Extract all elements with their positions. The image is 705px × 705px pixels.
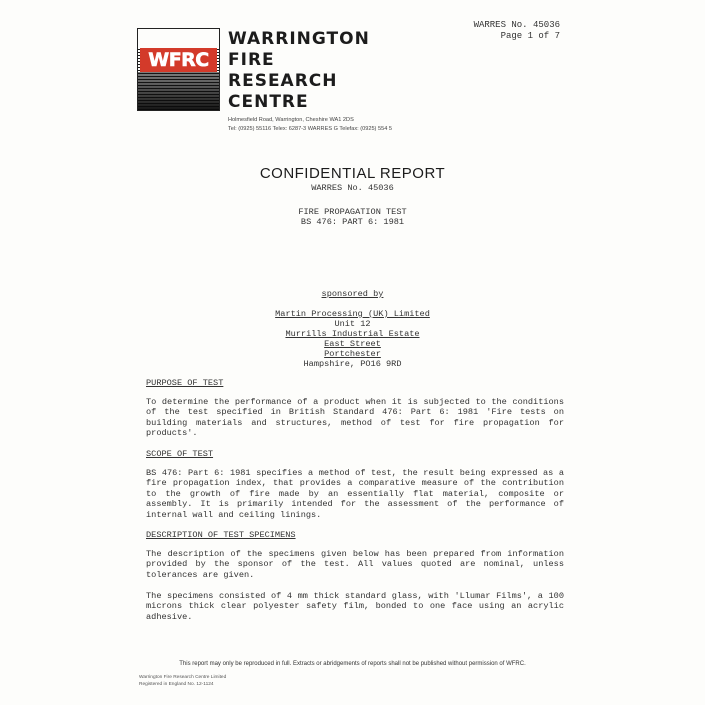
sponsor-line: Portchester xyxy=(324,349,381,359)
section-heading-description: DESCRIPTION OF TEST SPECIMENS xyxy=(146,530,296,540)
page-info: Page 1 of 7 xyxy=(500,31,560,41)
org-name-line: CENTRE xyxy=(228,92,309,112)
sponsor-line: Murrills Industrial Estate xyxy=(285,329,420,339)
organisation-name xyxy=(228,29,370,113)
ref-number: WARRES No. 45036 xyxy=(473,20,560,30)
sponsor-line: East Street xyxy=(324,339,381,349)
section-paragraph: To determine the performance of a product when it is subjected to the conditions of the test specified in British Standard 476: Part 6: 1981 'Fire tests on building materials and structures, method of test for fire propagation for products'. xyxy=(146,397,564,439)
section-paragraph: The description of the specimens given below has been prepared from information provided by the sponsor of the test. All values quoted are nominal, unless tolerances are given. xyxy=(146,549,564,580)
logo-letters: WFRC xyxy=(140,48,217,72)
section-paragraph: The specimens consisted of 4 mm thick standard glass, with 'Llumar Films', a 100 microns thick clear polyester safety film, bonded to one face using an acrylic adhesive. xyxy=(146,591,564,622)
address-line: Holmesfield Road, Warrington, Cheshire WA1 2DS xyxy=(228,117,354,123)
section-heading-purpose: PURPOSE OF TEST xyxy=(146,378,224,388)
footer-company xyxy=(139,674,226,688)
test-name: FIRE PROPAGATION TEST xyxy=(298,207,407,217)
org-name-line: FIRE xyxy=(228,50,275,70)
section-paragraph: BS 476: Part 6: 1981 specifies a method of test, the result being expressed as a fire propagation index, that provides a comparative measure of the contribution to the growth of fire made by an essentially flat material, composite or assembly. It is primarily intended for the assessment of the performance of internal wall and ceiling linings. xyxy=(146,468,564,520)
wfrc-logo xyxy=(137,28,220,111)
sponsor-line: Martin Processing (UK) Limited xyxy=(275,309,430,319)
org-name-line: RESEARCH xyxy=(228,71,338,91)
header-reference xyxy=(474,20,560,42)
contact-line: Tel: (0925) 55116 Telex: 6287-3 WARRES G Telefax: (0925) 554 5 xyxy=(228,126,392,132)
company-registration: Registered in England No. 12-1124 xyxy=(139,682,214,687)
org-name-line: WARRINGTON xyxy=(228,29,370,49)
organisation-address xyxy=(228,116,392,134)
report-title: CONFIDENTIAL REPORT xyxy=(259,165,446,182)
sponsor-line: Unit 12 xyxy=(334,319,371,329)
report-ref: WARRES No. 45036 xyxy=(311,183,394,193)
sponsor-line: Hampshire, PO16 9RD xyxy=(303,359,402,369)
test-standard: BS 476: PART 6: 1981 xyxy=(300,217,405,227)
footer-notice: This report may only be reproduced in full. Extracts or abridgements of reports shall not be published without permission of WFRC. xyxy=(179,661,526,667)
section-heading-scope: SCOPE OF TEST xyxy=(146,449,214,459)
company-name: Warrington Fire Research Centre Limited xyxy=(139,675,227,680)
sponsor-label: sponsored by xyxy=(321,289,384,299)
